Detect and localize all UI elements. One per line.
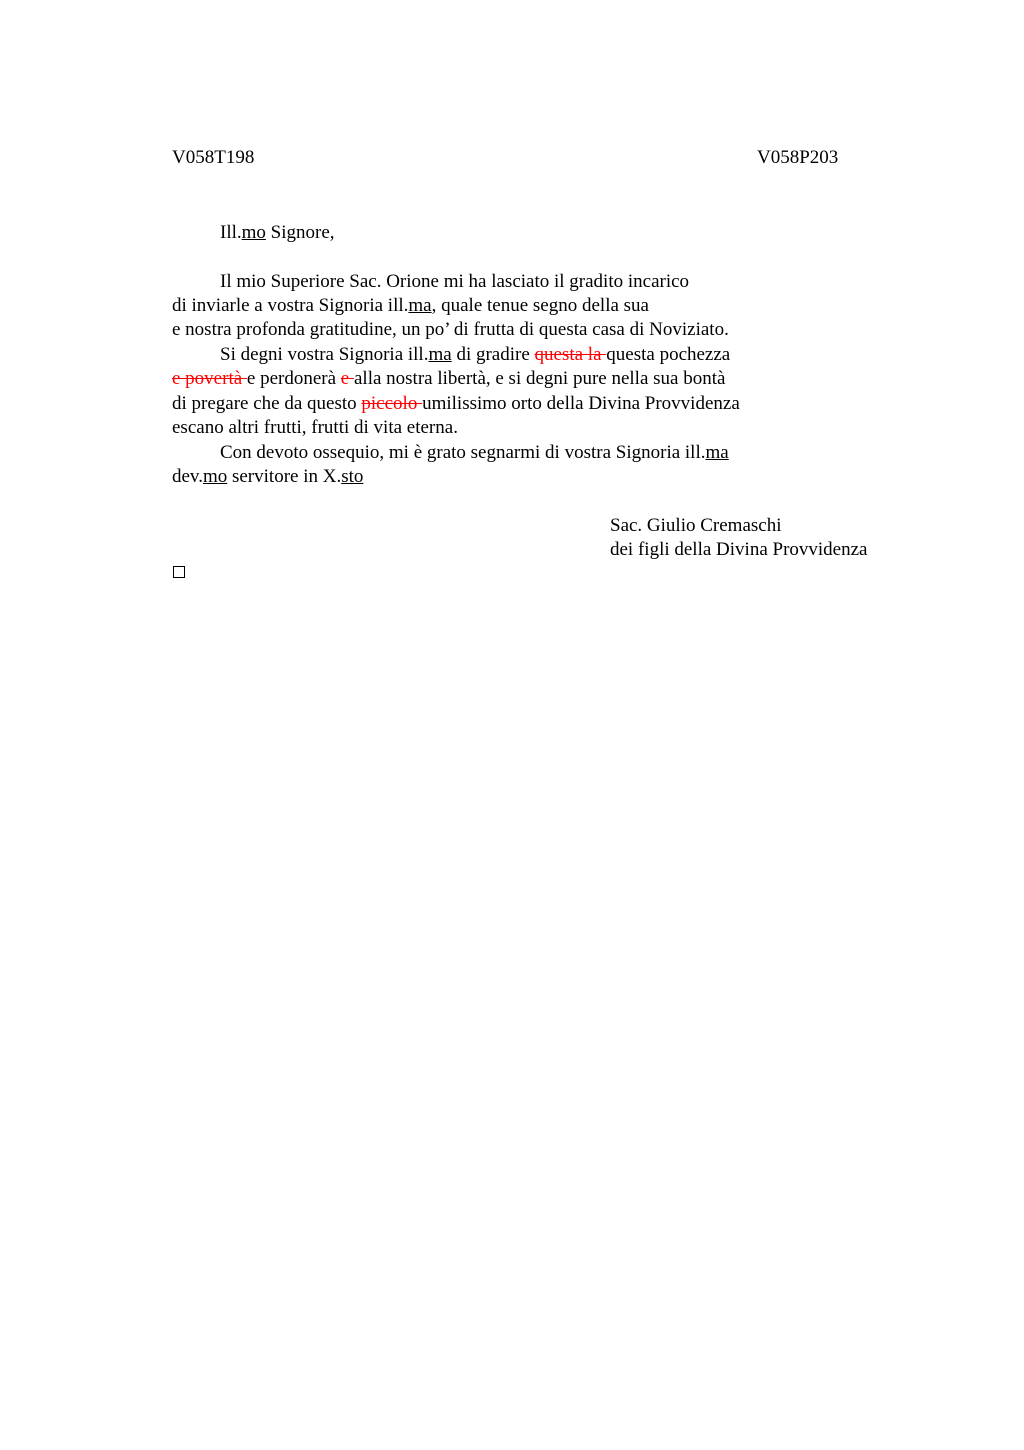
abbreviation: sto [341,466,364,487]
abbreviation: ma [408,295,432,316]
document-code-right: V058P203 [757,147,839,168]
square-outline-icon [173,566,185,578]
body-line [172,294,649,318]
deleted-text: questa la [534,344,607,365]
text: Con devoto ossequio, mi è grato segnarmi di vostra Signoria ill. [220,442,706,463]
text: Il mio Superiore Sac. Orione mi ha lasciato il gradito incarico [220,271,690,292]
text: escano altri frutti, frutti di vita eterna. [172,417,458,438]
signature-title: dei figli della Divina Provvidenza [610,539,868,560]
salutation-suffix: Signore, [265,222,335,243]
body-line [220,343,730,367]
body-line [172,416,458,440]
body-line [172,367,725,391]
body-line [220,270,689,294]
salutation-prefix: Ill. [220,222,242,243]
text: dev. [172,466,203,487]
text: alla nostra libertà, e si degni pure nella sua bontà [353,368,726,389]
body-line [172,465,363,489]
salutation-abbr: mo [241,222,266,243]
text: Si degni vostra Signoria ill. [220,344,429,365]
signature-name: Sac. Giulio Cremaschi [610,515,782,536]
text: di inviarle a vostra Signoria ill. [172,295,409,316]
body-line [172,392,740,416]
abbreviation: mo [202,466,228,487]
document-code-left: V058T198 [172,147,255,168]
text: di pregare che da questo [172,393,362,414]
body-line [220,441,729,465]
deleted-text: piccolo [361,393,423,414]
text: questa pochezza [606,344,731,365]
deleted-text: e povertà [172,368,247,389]
text: umilissimo orto della Divina Provvidenza [422,393,740,414]
text: e perdonerà [246,368,341,389]
deleted-text: e [340,368,354,389]
text: di gradire [451,344,535,365]
abbreviation: ma [705,442,729,463]
text: e nostra profonda gratitudine, un po’ di frutta di questa casa di Noviziato. [172,319,729,340]
body-line [172,318,729,342]
text: , quale tenue segno della sua [431,295,649,316]
abbreviation: ma [428,344,452,365]
salutation [220,221,335,245]
text: servitore in X. [227,466,342,487]
